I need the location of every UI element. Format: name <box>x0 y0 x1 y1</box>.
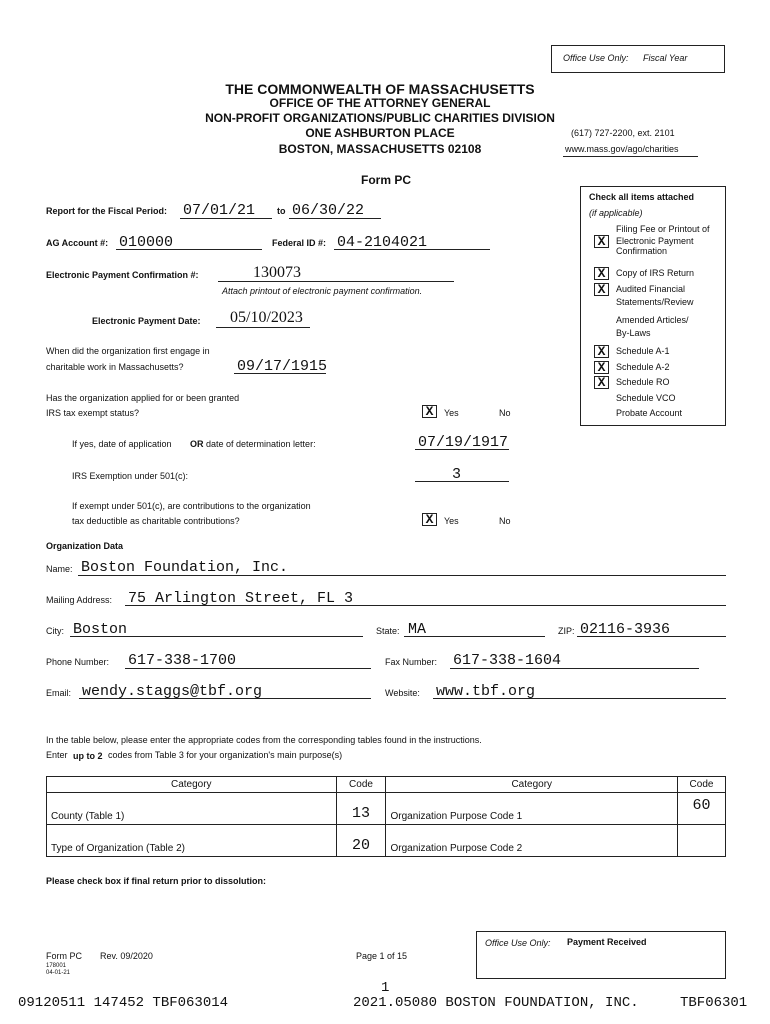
federal-id-value[interactable]: 04-2104021 <box>337 234 428 251</box>
checklist-checkbox[interactable]: X <box>594 267 609 280</box>
office-use-payment-value: Payment Received <box>567 937 647 947</box>
checklist-checkbox[interactable]: X <box>594 345 609 358</box>
org-address-label: Mailing Address: <box>46 595 113 605</box>
codes-table-header <box>47 777 726 793</box>
ag-account-value[interactable]: 010000 <box>119 234 174 251</box>
checklist-item-label: Statements/Review <box>616 297 694 307</box>
deduct-q1: If exempt under 501(c), are contributions to the organization <box>72 501 311 511</box>
exempt-q2: IRS tax exempt status? <box>46 408 140 418</box>
org-name-label: Name: <box>46 564 73 574</box>
checklist-item-label: Schedule A-1 <box>616 346 670 356</box>
org-city-value[interactable]: Boston <box>73 621 128 638</box>
footer-form: Form PC <box>46 951 82 961</box>
footer-page: Page 1 of 15 <box>356 951 408 961</box>
irs-exemption-label: IRS Exemption under 501(c): <box>72 471 189 481</box>
footer-code1: 178001 <box>46 963 67 969</box>
app-date-label-a: If yes, date of application <box>72 439 172 449</box>
footer-batch-left: 09120511 147452 TBF063014 <box>18 995 229 1011</box>
checklist-item-label: Audited Financial <box>616 284 686 294</box>
header-city: BOSTON, MASSACHUSETTS 02108 <box>278 142 482 156</box>
org-fax-label: Fax Number: <box>385 657 438 667</box>
checklist-item-label: Electronic Payment <box>616 236 694 246</box>
exempt-yes-label: Yes <box>444 408 459 418</box>
form-title: Form PC <box>360 173 411 187</box>
fiscal-period-to[interactable]: 06/30/22 <box>292 202 365 219</box>
org-state-label: State: <box>376 626 400 636</box>
header-website: www.mass.gov/ago/charities <box>565 144 679 154</box>
header-street: ONE ASHBURTON PLACE <box>305 126 455 140</box>
checklist-title: Check all items attached <box>589 192 695 202</box>
epd-value[interactable]: 05/10/2023 <box>230 309 303 326</box>
instructions-line2b: up to 2 <box>73 751 103 761</box>
header-code-2: Code <box>678 777 726 793</box>
epc-label: Electronic Payment Confirmation #: <box>46 270 199 280</box>
org-web-value[interactable]: www.tbf.org <box>436 683 536 700</box>
checklist-item-label: Schedule A-2 <box>616 362 670 372</box>
deduct-no-label: No <box>499 516 511 526</box>
exempt-yes-checkbox[interactable]: X <box>422 405 437 418</box>
epc-note: Attach printout of electronic payment confirmation. <box>222 286 423 296</box>
table-row <box>47 825 726 857</box>
purpose-code-2[interactable] <box>678 825 726 857</box>
footer-batch-mid: 2021.05080 BOSTON FOUNDATION, INC. <box>353 995 639 1011</box>
checklist-item-label: Confirmation <box>616 246 668 256</box>
org-zip-value[interactable]: 02116-3936 <box>580 621 671 638</box>
header-phone: (617) 727-2200, ext. 2101 <box>571 128 675 138</box>
exempt-no-label: No <box>499 408 511 418</box>
irs-exemption-value[interactable]: 3 <box>452 466 462 483</box>
org-zip-label: ZIP: <box>558 626 575 636</box>
checklist-item-label: Probate Account <box>616 408 683 418</box>
instructions-line2a: Enter <box>46 750 68 760</box>
epc-value[interactable]: 130073 <box>253 264 301 281</box>
org-name-value[interactable]: Boston Foundation, Inc. <box>81 559 289 576</box>
exempt-q1: Has the organization applied for or been granted <box>46 393 240 403</box>
header-code-1: Code <box>336 777 386 793</box>
office-use-fiscal-year: Fiscal Year <box>643 53 688 63</box>
office-use-label: Office Use Only: <box>563 53 629 63</box>
org-city-label: City: <box>46 626 64 636</box>
deduct-yes-checkbox[interactable]: X <box>422 513 437 526</box>
page-number: 1 <box>381 980 390 996</box>
checklist-item-label: Schedule VCO <box>616 393 676 403</box>
fiscal-to-label: to <box>277 206 286 216</box>
purpose-code-1[interactable]: 60 <box>678 793 726 825</box>
org-email-label: Email: <box>46 688 72 698</box>
ag-account-label: AG Account #: <box>46 238 109 248</box>
county-label: County (Table 1) <box>47 793 337 825</box>
app-date-value[interactable]: 07/19/1917 <box>418 434 509 451</box>
instructions-line1: In the table below, please enter the appropriate codes from the corresponding tables found in the instructions. <box>46 735 482 745</box>
org-email-value[interactable]: wendy.staggs@tbf.org <box>82 683 263 700</box>
app-date-or: OR <box>190 439 204 449</box>
org-address-value[interactable]: 75 Arlington Street, FL 3 <box>128 590 354 607</box>
checklist-item-label: Filing Fee or Printout of <box>616 224 710 234</box>
org-section-title: Organization Data <box>46 541 124 551</box>
county-code[interactable]: 13 <box>336 793 386 825</box>
checklist-checkbox[interactable]: X <box>594 376 609 389</box>
org-phone-value[interactable]: 617-338-1700 <box>128 652 237 669</box>
deduct-q2: tax deductible as charitable contributions? <box>72 516 240 526</box>
header-category-1: Category <box>47 777 337 793</box>
footer-code2: 04-01-21 <box>46 970 71 976</box>
purpose-code-1-label: Organization Purpose Code 1 <box>386 793 678 825</box>
org-web-label: Website: <box>385 688 420 698</box>
checklist-subtitle: (if applicable) <box>589 208 643 218</box>
org-state-value[interactable]: MA <box>408 621 427 638</box>
checklist-item-label: By-Laws <box>616 328 651 338</box>
header-division: NON-PROFIT ORGANIZATIONS/PUBLIC CHARITIES DIVISION <box>205 111 555 125</box>
first-engage-q1: When did the organization first engage in <box>46 346 210 356</box>
codes-table <box>46 776 726 857</box>
federal-id-label: Federal ID #: <box>272 238 327 248</box>
org-type-label: Type of Organization (Table 2) <box>47 825 337 857</box>
instructions-line2c: codes from Table 3 for your organization's main purpose(s) <box>108 750 343 760</box>
checklist-item-label: Amended Articles/ <box>616 315 689 325</box>
app-date-label-b: date of determination letter: <box>206 439 316 449</box>
deduct-yes-label: Yes <box>444 516 459 526</box>
epd-label: Electronic Payment Date: <box>92 316 201 326</box>
header-office: OFFICE OF THE ATTORNEY GENERAL <box>269 96 491 110</box>
footer-batch-right: TBF06301 <box>680 995 748 1011</box>
checklist-checkbox[interactable]: X <box>594 235 609 248</box>
office-use-payment-label: Office Use Only: <box>485 938 551 948</box>
first-engage-value[interactable]: 09/17/1915 <box>237 358 328 375</box>
first-engage-q2: charitable work in Massachusetts? <box>46 362 184 372</box>
checklist-checkbox[interactable]: X <box>594 361 609 374</box>
table-row <box>47 793 726 825</box>
fiscal-period-from[interactable]: 07/01/21 <box>183 202 256 219</box>
final-return-label: Please check box if final return prior to dissolution: <box>46 876 267 886</box>
org-fax-value[interactable]: 617-338-1604 <box>453 652 562 669</box>
org-phone-label: Phone Number: <box>46 657 110 667</box>
header-state: THE COMMONWEALTH OF MASSACHUSETTS <box>225 81 535 97</box>
footer-rev: Rev. 09/2020 <box>100 951 153 961</box>
org-type-code[interactable]: 20 <box>336 825 386 857</box>
checklist-item-label: Copy of IRS Return <box>616 268 695 278</box>
fiscal-period-label: Report for the Fiscal Period: <box>46 206 168 216</box>
header-category-2: Category <box>386 777 678 793</box>
purpose-code-2-label: Organization Purpose Code 2 <box>386 825 678 857</box>
checklist-checkbox[interactable]: X <box>594 283 609 296</box>
checklist-item-label: Schedule RO <box>616 377 670 387</box>
